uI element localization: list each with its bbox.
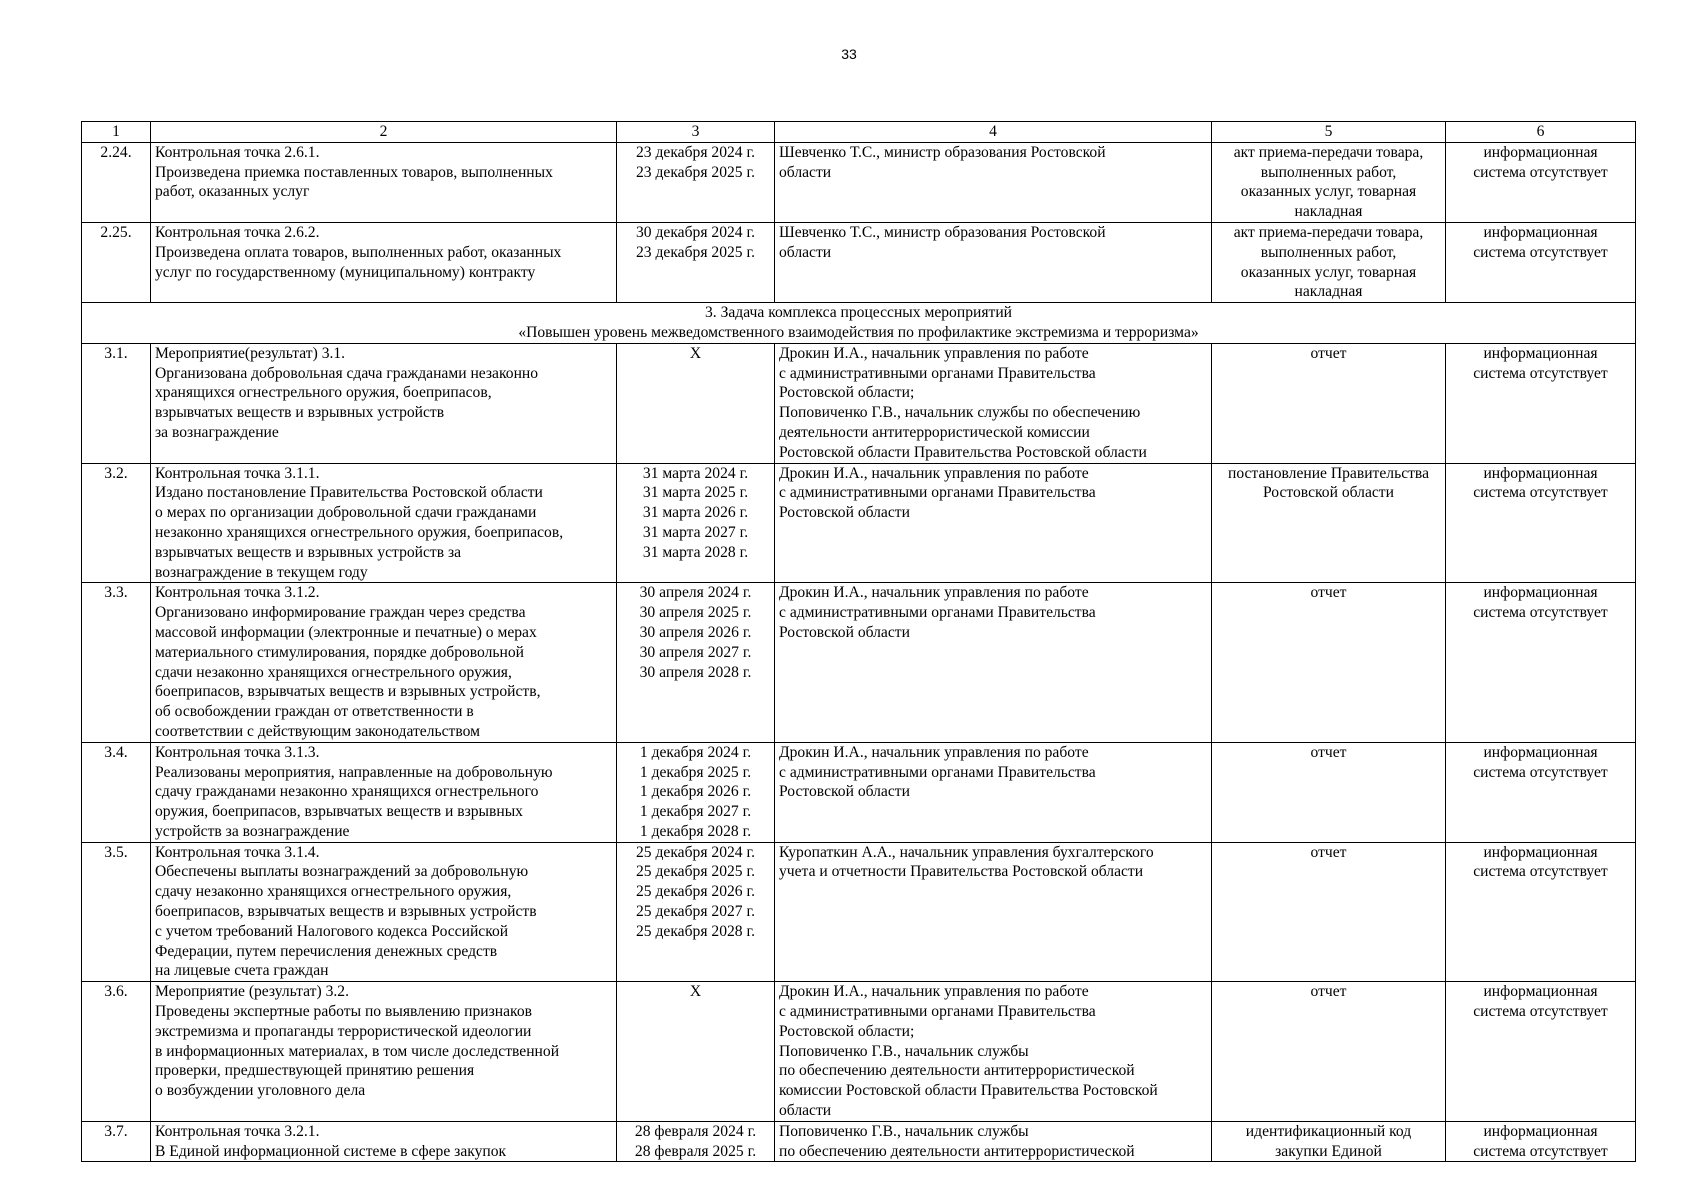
info-line: система отсутствует bbox=[1473, 763, 1608, 781]
responsible-person bbox=[775, 1121, 1212, 1162]
page-number: 33 bbox=[841, 46, 857, 62]
column-header: 5 bbox=[1212, 122, 1446, 143]
dates-line: 30 апреля 2028 г. bbox=[639, 663, 752, 681]
dates-line: 23 декабря 2025 г. bbox=[635, 243, 756, 261]
responsible-person bbox=[775, 583, 1212, 742]
dates-line: 25 декабря 2026 г. bbox=[635, 883, 756, 901]
dates-line: 30 апреля 2027 г. bbox=[639, 643, 752, 661]
responsible-person bbox=[775, 842, 1212, 982]
responsible-person bbox=[775, 343, 1212, 463]
information-system bbox=[1446, 583, 1636, 742]
event-description bbox=[151, 463, 617, 583]
row-number: 3.2. bbox=[82, 463, 151, 583]
desc-line: материального стимулирования, порядке добровольной bbox=[155, 643, 525, 661]
desc-line: Контрольная точка 2.6.1. bbox=[155, 143, 320, 161]
confirming-document bbox=[1212, 842, 1446, 982]
desc-line: Организовано информирование граждан через средства bbox=[155, 604, 526, 622]
resp-line: Куропаткин А.А., начальник управления бухгалтерского bbox=[779, 843, 1154, 861]
resp-line: Дрокин И.А., начальник управления по работе bbox=[779, 743, 1089, 761]
section-body bbox=[82, 303, 1636, 344]
resp-line: Ростовской области bbox=[779, 504, 910, 522]
event-description bbox=[151, 343, 617, 463]
information-system bbox=[1446, 742, 1636, 842]
information-system bbox=[1446, 982, 1636, 1122]
desc-line: Произведена приемка поставленных товаров, выполненных bbox=[155, 163, 553, 181]
table-row bbox=[82, 463, 1636, 583]
confirming-document bbox=[1212, 742, 1446, 842]
info-line: информационная bbox=[1483, 223, 1598, 241]
desc-line: вознаграждение в текущем году bbox=[155, 563, 368, 581]
desc-line: об освобождении граждан от ответственности в bbox=[155, 703, 474, 721]
info-line: информационная bbox=[1483, 464, 1598, 482]
desc-line: Контрольная точка 3.1.1. bbox=[155, 464, 320, 482]
table-row bbox=[82, 982, 1636, 1122]
table-row bbox=[82, 343, 1636, 463]
column-header: 1 bbox=[82, 122, 151, 143]
desc-line: в информационных материалах, в том числе доследственной bbox=[155, 1042, 560, 1060]
dates-line: 23 декабря 2024 г. bbox=[635, 143, 756, 161]
column-number-row bbox=[82, 122, 1636, 143]
dates-line: 1 декабря 2028 г. bbox=[639, 822, 752, 840]
plan-table bbox=[81, 121, 1636, 1162]
deadline-dates bbox=[617, 142, 775, 222]
resp-line: Поповиченко Г.В., начальник службы по обеспечению bbox=[779, 404, 1141, 422]
desc-line: Мероприятие(результат) 3.1. bbox=[155, 344, 346, 362]
dates-line: 1 декабря 2025 г. bbox=[639, 763, 752, 781]
desc-line: о возбуждении уголовного дела bbox=[155, 1082, 366, 1100]
confirming-document bbox=[1212, 1121, 1446, 1162]
resp-line: с административными органами Правительства bbox=[779, 763, 1096, 781]
resp-line: Поповиченко Г.В., начальник службы bbox=[779, 1122, 1029, 1140]
confirming-document bbox=[1212, 142, 1446, 222]
row-number: 3.5. bbox=[82, 842, 151, 982]
confirming-document bbox=[1212, 343, 1446, 463]
table-body-task-3 bbox=[82, 343, 1636, 1162]
resp-line: области bbox=[779, 243, 832, 261]
doc-line: отчет bbox=[1310, 344, 1347, 362]
resp-line: Поповиченко Г.В., начальник службы bbox=[779, 1042, 1029, 1060]
doc-line: выполненных работ, bbox=[1260, 163, 1397, 181]
deadline-dates bbox=[617, 343, 775, 463]
deadline-dates bbox=[617, 742, 775, 842]
responsible-person bbox=[775, 982, 1212, 1122]
info-line: система отсутствует bbox=[1473, 484, 1608, 502]
dates-line: 1 декабря 2027 г. bbox=[639, 803, 752, 821]
info-line: информационная bbox=[1483, 344, 1598, 362]
info-line: система отсутствует bbox=[1473, 863, 1608, 881]
resp-line: Дрокин И.А., начальник управления по работе bbox=[779, 584, 1089, 602]
info-line: информационная bbox=[1483, 584, 1598, 602]
desc-line: Произведена оплата товаров, выполненных работ, оказанных bbox=[155, 243, 562, 261]
deadline-dates bbox=[617, 1121, 775, 1162]
event-description bbox=[151, 1121, 617, 1162]
info-line: система отсутствует bbox=[1473, 1142, 1608, 1160]
resp-line: учета и отчетности Правительства Ростовской области bbox=[779, 863, 1144, 881]
deadline-dates bbox=[617, 982, 775, 1122]
information-system bbox=[1446, 1121, 1636, 1162]
resp-line: Шевченко Т.С., министр образования Ростовской bbox=[779, 143, 1106, 161]
desc-line: сдачи незаконно хранящихся огнестрельного оружия, bbox=[155, 663, 512, 681]
row-number: 3.3. bbox=[82, 583, 151, 742]
doc-line: акт приема-передачи товара, bbox=[1233, 223, 1424, 241]
dates-line: 31 марта 2028 г. bbox=[642, 543, 749, 561]
section-subtitle: «Повышен уровень межведомственного взаимодействия по профилактике экстремизма и терроризма» bbox=[518, 323, 1199, 341]
doc-line: оказанных услуг, товарная bbox=[1240, 183, 1417, 201]
responsible-person bbox=[775, 463, 1212, 583]
doc-line: постановление Правительства bbox=[1227, 464, 1430, 482]
section-heading bbox=[82, 303, 1636, 344]
column-header: 3 bbox=[617, 122, 775, 143]
desc-line: хранящихся огнестрельного оружия, боеприпасов, bbox=[155, 384, 492, 402]
doc-line: акт приема-передачи товара, bbox=[1233, 143, 1424, 161]
resp-line: Ростовской области; bbox=[779, 384, 915, 402]
doc-line: выполненных работ, bbox=[1260, 243, 1397, 261]
table-body-task-2 bbox=[82, 142, 1636, 302]
desc-line: Контрольная точка 2.6.2. bbox=[155, 223, 320, 241]
information-system bbox=[1446, 142, 1636, 222]
dates-line: 23 декабря 2025 г. bbox=[635, 163, 756, 181]
confirming-document bbox=[1212, 222, 1446, 302]
desc-line: Контрольная точка 3.1.2. bbox=[155, 584, 320, 602]
desc-line: боеприпасов, взрывчатых веществ и взрывных устройств bbox=[155, 903, 537, 921]
info-line: информационная bbox=[1483, 983, 1598, 1001]
resp-line: Дрокин И.А., начальник управления по работе bbox=[779, 344, 1089, 362]
desc-line: Контрольная точка 3.2.1. bbox=[155, 1122, 320, 1140]
desc-line: взрывчатых веществ и взрывных устройств bbox=[155, 404, 445, 422]
event-description bbox=[151, 982, 617, 1122]
desc-line: оружия, боеприпасов, взрывчатых веществ и взрывных bbox=[155, 803, 523, 821]
dates-line: 30 декабря 2024 г. bbox=[635, 223, 756, 241]
section-header-row bbox=[82, 303, 1636, 344]
resp-line: Ростовской области bbox=[779, 783, 910, 801]
resp-line: по обеспечению деятельности антитеррористической bbox=[779, 1062, 1135, 1080]
dates-line: 31 марта 2026 г. bbox=[642, 504, 749, 522]
desc-line: за вознаграждение bbox=[155, 423, 279, 441]
information-system bbox=[1446, 463, 1636, 583]
desc-line: Мероприятие (результат) 3.2. bbox=[155, 983, 349, 1001]
dates-line: 30 апреля 2024 г. bbox=[639, 584, 752, 602]
desc-line: Проведены экспертные работы по выявлению признаков bbox=[155, 1003, 532, 1021]
table-row bbox=[82, 742, 1636, 842]
resp-line: с административными органами Правительства bbox=[779, 364, 1096, 382]
row-number: 2.24. bbox=[82, 142, 151, 222]
info-line: информационная bbox=[1483, 743, 1598, 761]
doc-line: оказанных услуг, товарная bbox=[1240, 263, 1417, 281]
dates-line: 28 февраля 2024 г. bbox=[634, 1122, 757, 1140]
desc-line: Издано постановление Правительства Ростовской области bbox=[155, 484, 543, 502]
event-description bbox=[151, 142, 617, 222]
dates-line: 28 февраля 2025 г. bbox=[634, 1142, 757, 1160]
dates-line: 30 апреля 2026 г. bbox=[639, 623, 752, 641]
info-line: система отсутствует bbox=[1473, 243, 1608, 261]
event-description bbox=[151, 583, 617, 742]
confirming-document bbox=[1212, 982, 1446, 1122]
responsible-person bbox=[775, 222, 1212, 302]
doc-line: накладная bbox=[1294, 203, 1363, 221]
responsible-person bbox=[775, 142, 1212, 222]
confirming-document bbox=[1212, 583, 1446, 742]
desc-line: услуг по государственному (муниципальному) контракту bbox=[155, 263, 536, 281]
resp-line: области bbox=[779, 1102, 832, 1120]
dates-line: 31 марта 2025 г. bbox=[642, 484, 749, 502]
desc-line: сдачу гражданами незаконно хранящихся огнестрельного bbox=[155, 783, 539, 801]
doc-line: отчет bbox=[1310, 843, 1347, 861]
deadline-dates bbox=[617, 222, 775, 302]
information-system bbox=[1446, 343, 1636, 463]
desc-line: взрывчатых веществ и взрывных устройств за bbox=[155, 543, 462, 561]
doc-line: идентификационный код bbox=[1245, 1122, 1412, 1140]
info-line: информационная bbox=[1483, 143, 1598, 161]
table-row bbox=[82, 1121, 1636, 1162]
doc-line: отчет bbox=[1310, 983, 1347, 1001]
dates-line: Х bbox=[689, 983, 702, 1001]
desc-line: о мерах по организации добровольной сдачи гражданами bbox=[155, 504, 537, 522]
column-header: 6 bbox=[1446, 122, 1636, 143]
dates-line: 25 декабря 2028 г. bbox=[635, 922, 756, 940]
desc-line: на лицевые счета граждан bbox=[155, 962, 329, 980]
dates-line: 1 декабря 2026 г. bbox=[639, 783, 752, 801]
dates-line: 25 декабря 2024 г. bbox=[635, 843, 756, 861]
resp-line: Дрокин И.А., начальник управления по работе bbox=[779, 464, 1089, 482]
desc-line: Организована добровольная сдача гражданами незаконно bbox=[155, 364, 539, 382]
info-line: информационная bbox=[1483, 843, 1598, 861]
row-number: 3.6. bbox=[82, 982, 151, 1122]
desc-line: массовой информации (электронные и печатные) о мерах bbox=[155, 623, 537, 641]
resp-line: с административными органами Правительства bbox=[779, 604, 1096, 622]
desc-line: Федерации, путем перечисления денежных средств bbox=[155, 942, 498, 960]
resp-line: комиссии Ростовской области Правительства Ростовской bbox=[779, 1082, 1158, 1100]
resp-line: деятельности антитеррористической комиссии bbox=[779, 423, 1090, 441]
row-number: 3.7. bbox=[82, 1121, 151, 1162]
row-number: 2.25. bbox=[82, 222, 151, 302]
desc-line: работ, оказанных услуг bbox=[155, 183, 310, 201]
doc-line: отчет bbox=[1310, 584, 1347, 602]
desc-line: сдачу незаконно хранящихся огнестрельного оружия, bbox=[155, 883, 512, 901]
dates-line: 30 апреля 2025 г. bbox=[639, 604, 752, 622]
column-header: 2 bbox=[151, 122, 617, 143]
confirming-document bbox=[1212, 463, 1446, 583]
desc-line: экстремизма и пропаганды террористической идеологии bbox=[155, 1022, 532, 1040]
resp-line: Шевченко Т.С., министр образования Ростовской bbox=[779, 223, 1106, 241]
dates-line: Х bbox=[689, 344, 702, 362]
desc-line: проверки, предшествующей принятию решения bbox=[155, 1062, 475, 1080]
resp-line: области bbox=[779, 163, 832, 181]
desc-line: В Единой информационной системе в сфере закупок bbox=[155, 1142, 507, 1160]
info-line: система отсутствует bbox=[1473, 604, 1608, 622]
desc-line: соответствии с действующим законодательством bbox=[155, 722, 480, 740]
table-row bbox=[82, 142, 1636, 222]
doc-line: отчет bbox=[1310, 743, 1347, 761]
deadline-dates bbox=[617, 583, 775, 742]
column-header: 4 bbox=[775, 122, 1212, 143]
event-description bbox=[151, 222, 617, 302]
event-description bbox=[151, 742, 617, 842]
table-row bbox=[82, 222, 1636, 302]
info-line: система отсутствует bbox=[1473, 364, 1608, 382]
resp-line: с административными органами Правительства bbox=[779, 484, 1096, 502]
doc-line: Ростовской области bbox=[1263, 484, 1394, 502]
info-line: информационная bbox=[1483, 1122, 1598, 1140]
resp-line: по обеспечению деятельности антитеррористической bbox=[779, 1142, 1135, 1160]
resp-line: Ростовской области Правительства Ростовской области bbox=[779, 443, 1147, 461]
desc-line: Контрольная точка 3.1.3. bbox=[155, 743, 320, 761]
information-system bbox=[1446, 842, 1636, 982]
desc-line: с учетом требований Налогового кодекса Российской bbox=[155, 922, 509, 940]
desc-line: Реализованы мероприятия, направленные на добровольную bbox=[155, 763, 553, 781]
info-line: система отсутствует bbox=[1473, 1003, 1608, 1021]
resp-line: с административными органами Правительства bbox=[779, 1003, 1096, 1021]
dates-line: 1 декабря 2024 г. bbox=[639, 743, 752, 761]
responsible-person bbox=[775, 742, 1212, 842]
information-system bbox=[1446, 222, 1636, 302]
dates-line: 25 декабря 2025 г. bbox=[635, 863, 756, 881]
dates-line: 25 декабря 2027 г. bbox=[635, 903, 756, 921]
resp-line: Ростовской области bbox=[779, 623, 910, 641]
row-number: 3.4. bbox=[82, 742, 151, 842]
dates-line: 31 марта 2027 г. bbox=[642, 523, 749, 541]
doc-line: накладная bbox=[1294, 283, 1363, 301]
info-line: система отсутствует bbox=[1473, 163, 1608, 181]
dates-line: 31 марта 2024 г. bbox=[642, 464, 749, 482]
row-number: 3.1. bbox=[82, 343, 151, 463]
desc-line: незаконно хранящихся огнестрельного оружия, боеприпасов, bbox=[155, 523, 564, 541]
doc-line: закупки Единой bbox=[1275, 1142, 1382, 1160]
section-title: 3. Задача комплекса процессных мероприятий bbox=[704, 304, 1013, 322]
resp-line: Дрокин И.А., начальник управления по работе bbox=[779, 983, 1089, 1001]
resp-line: Ростовской области; bbox=[779, 1022, 915, 1040]
desc-line: устройств за вознаграждение bbox=[155, 822, 350, 840]
table-row bbox=[82, 842, 1636, 982]
deadline-dates bbox=[617, 842, 775, 982]
table-row bbox=[82, 583, 1636, 742]
desc-line: боеприпасов, взрывчатых веществ и взрывных устройств, bbox=[155, 683, 541, 701]
event-description bbox=[151, 842, 617, 982]
deadline-dates bbox=[617, 463, 775, 583]
desc-line: Контрольная точка 3.1.4. bbox=[155, 843, 320, 861]
desc-line: Обеспечены выплаты вознаграждений за добровольную bbox=[155, 863, 529, 881]
